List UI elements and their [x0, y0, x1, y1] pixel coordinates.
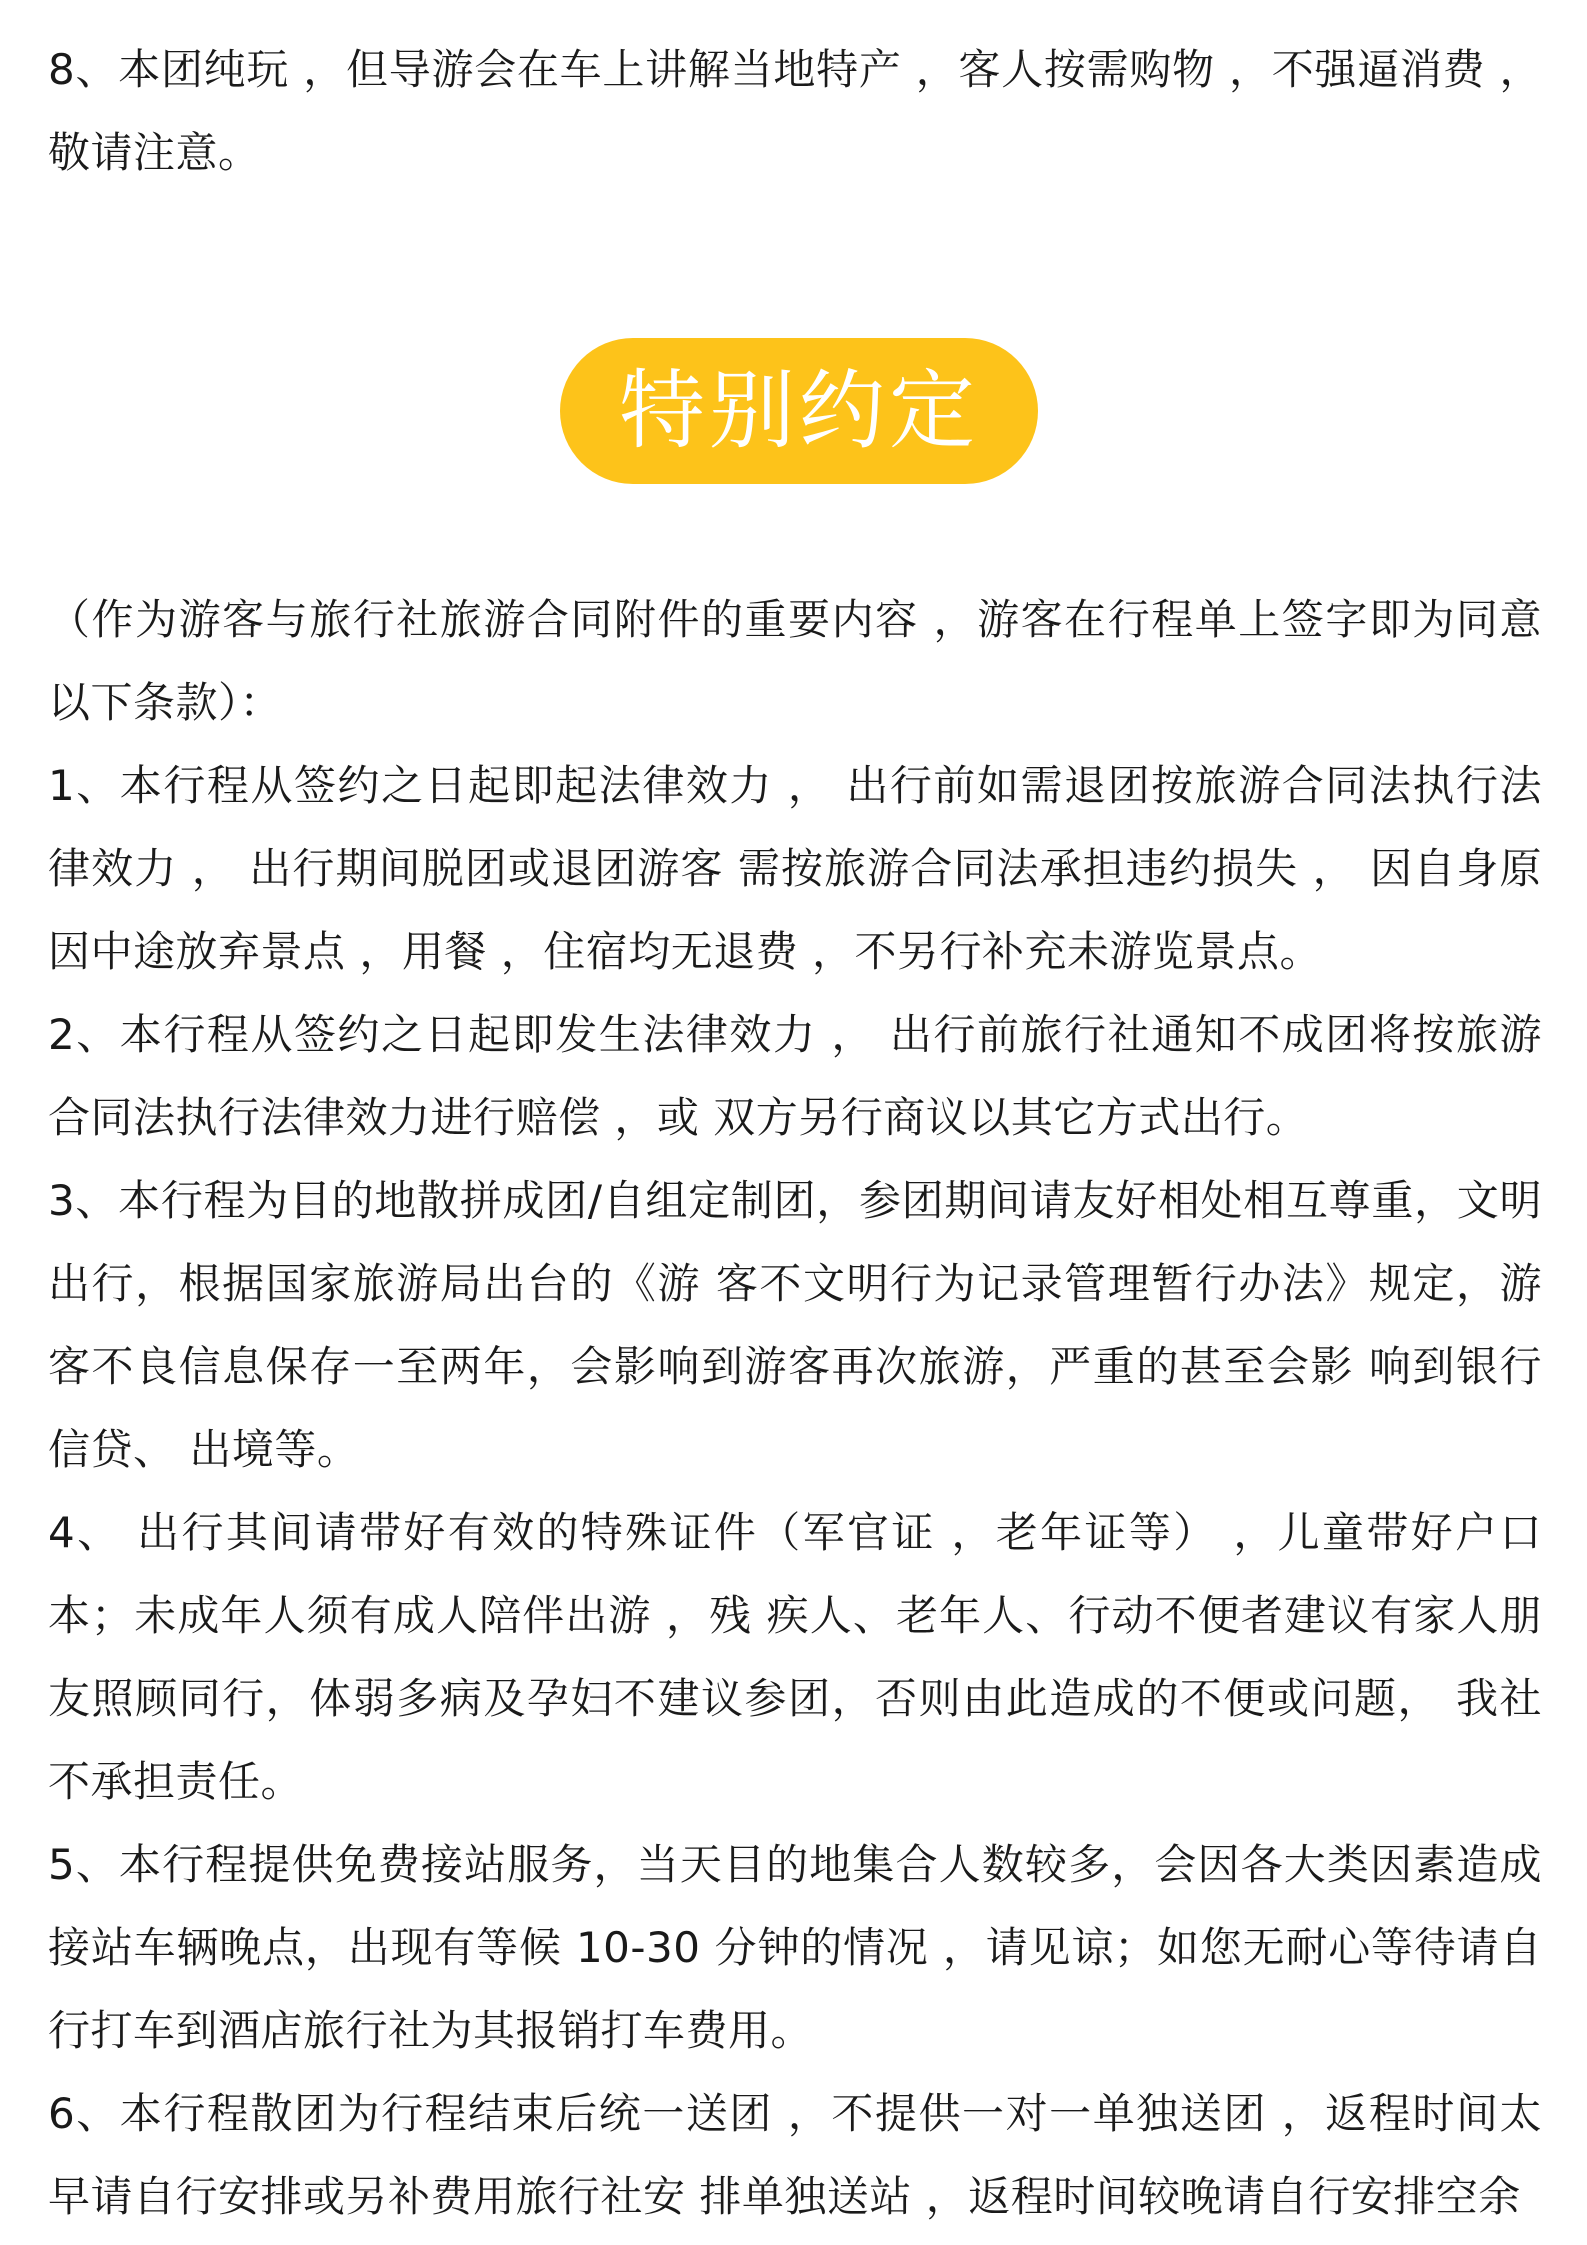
clause-1: 1、本行程从签约之日起即起法律效力 ， 出行前如需退团按旅游合同法执行法律效力 ， 出行期间脱团或退团游客 需按旅游合同法承担违约损失 ， 因自身原因中途放弃景点 ，用餐 ，住宿均无退费 ，不另行补充未游览景点。 — [48, 761, 1542, 976]
special-terms-body — [48, 578, 1542, 2238]
clause-4: 4、 出行其间请带好有效的特殊证件（军官证 ，老年证等） ，儿童带好户口本；未成年人须有成人陪伴出游 ，残 疾人、老年人、行动不便者建议有家人朋友照顾同行，体弱多病及孕妇不建议参团，否则由此造成的不便或问题， 我社不承担责任。 — [48, 1508, 1542, 1806]
clause-5: 5、本行程提供免费接站服务，当天目的地集合人数较多，会因各大类因素造成接站车辆晚点，出现有等候 10-30 分钟的情况 ，请见谅；如您无耐心等待请自行打车到酒店旅行社为其报销打车费用。 — [48, 1840, 1542, 2055]
clause-6: 6、本行程散团为行程结束后统一送团 ，不提供一对一单独送团 ，返程时间太早请自行安排或另补费用旅行社安 排单独送站 ，返程时间较晚请自行安排空余 — [48, 2089, 1542, 2221]
section-title-badge — [560, 338, 1038, 484]
clause-2: 2、本行程从签约之日起即发生法律效力 ， 出行前旅行社通知不成团将按旅游合同法执行法律效力进行赔偿 ，或 双方另行商议以其它方式出行。 — [48, 1010, 1542, 1142]
itinerary-note-8: 8、本团纯玩 ，但导游会在车上讲解当地特产 ，客人按需购物 ，不强逼消费 ，敬请注意。 — [48, 45, 1542, 177]
section-title: 特别约定 — [619, 361, 979, 461]
clause-3: 3、本行程为目的地散拼成团/自组定制团，参团期间请友好相处相互尊重，文明出行，根据国家旅游局出台的《游 客不文明行为记录管理暂行办法》规定，游客不良信息保存一至两年，会影响到游客再次旅游，严重的甚至会影 响到银行信贷、 出境等。 — [48, 1176, 1542, 1474]
terms-preface: （作为游客与旅行社旅游合同附件的重要内容 ，游客在行程单上签字即为同意以下条款）： — [48, 595, 1542, 727]
